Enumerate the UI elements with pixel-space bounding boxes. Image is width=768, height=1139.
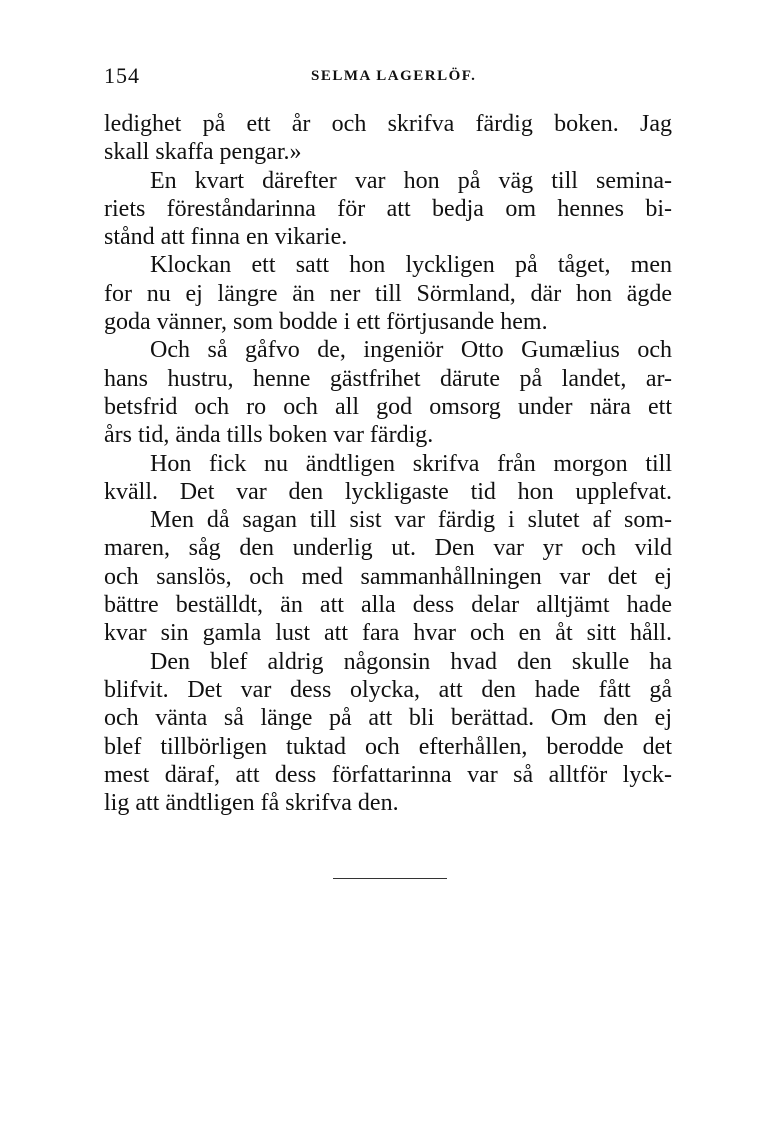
- running-head: SELMA LAGERLÖF.: [311, 68, 477, 84]
- text-line: blef tillbörligen tuktad och efterhållen, berodde det: [104, 733, 672, 760]
- text-line: Och så gåfvo de, ingeniör Otto Gumælius och: [150, 337, 672, 364]
- text-line: Hon fick nu ändtligen skrifva från morgon till: [150, 450, 672, 477]
- text-line: maren, såg den underlig ut. Den var yr och vild: [104, 535, 672, 562]
- text-line: Klockan ett satt hon lyckligen på tåget, men: [150, 252, 672, 279]
- end-rule: [333, 878, 447, 879]
- text-line: En kvart därefter var hon på väg till semina-: [150, 167, 672, 194]
- page-number: 154: [104, 63, 140, 88]
- text-line: hans hustru, henne gästfrihet därute på landet, ar-: [104, 365, 672, 392]
- text-line: blifvit. Det var dess olycka, att den hade fått gå: [104, 676, 672, 703]
- text-line: ledighet på ett år och skrifva färdig boken. Jag: [104, 111, 672, 137]
- text-line: skall skaffa pengar.»: [104, 139, 302, 166]
- text-line: kväll. Det var den lyckligaste tid hon upplefvat.: [104, 478, 672, 505]
- text-line: kvar sin gamla lust att fara hvar och en åt sitt håll.: [104, 620, 672, 647]
- text-line: bättre beställdt, än att alla dess delar alltjämt hade: [104, 592, 672, 619]
- text-line: goda vänner, som bodde i ett förtjusande hem.: [104, 309, 548, 336]
- text-line: och vänta så länge på att bli berättad. Om den ej: [104, 705, 672, 732]
- text-line: stånd att finna en vikarie.: [104, 224, 348, 251]
- text-line: och sanslös, och med sammanhållningen var det ej: [104, 563, 672, 590]
- text-line: mest däraf, att dess författarinna var så alltför lyck-: [104, 761, 672, 788]
- body-text: [104, 110, 672, 817]
- text-line: års tid, ända tills boken var färdig.: [104, 422, 434, 449]
- text-line: Men då sagan till sist var färdig i slutet af som-: [150, 507, 672, 534]
- text-line: lig att ändtligen få skrifva den.: [104, 790, 399, 817]
- page-header: [104, 63, 674, 93]
- text-line: riets föreståndarinna för att bedja om hennes bi-: [104, 195, 672, 222]
- text-line: betsfrid och ro och all god omsorg under nära ett: [104, 393, 672, 420]
- text-line: for nu ej längre än ner till Sörmland, där hon ägde: [104, 280, 672, 307]
- text-line: Den blef aldrig någonsin hvad den skulle ha: [150, 648, 672, 675]
